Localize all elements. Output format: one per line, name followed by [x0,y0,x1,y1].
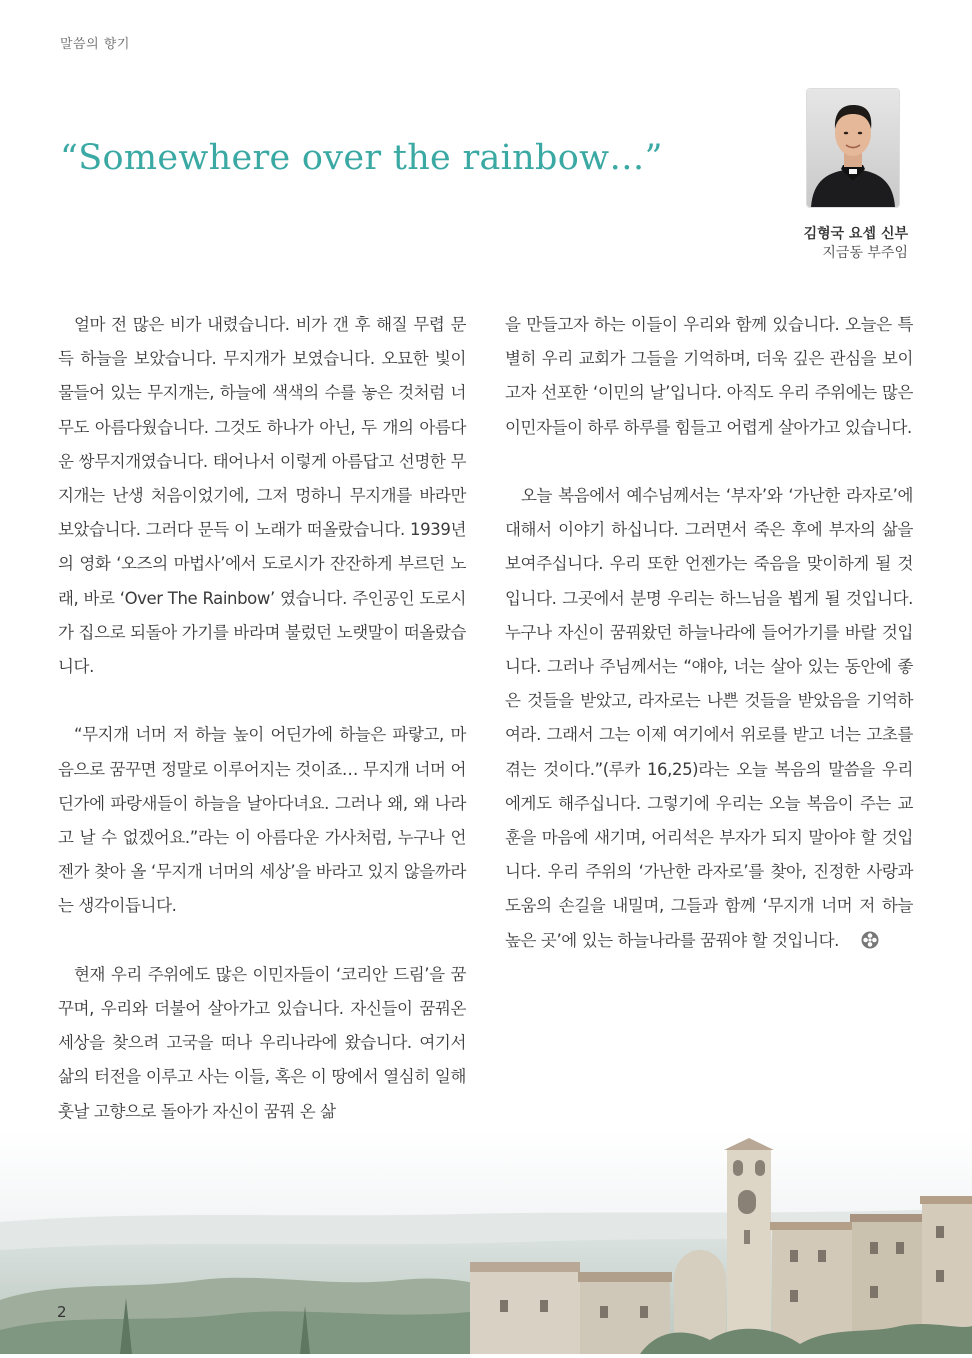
paragraph-text: 오늘 복음에서 예수님께서는 ‘부자’와 ‘가난한 라자로’에 대해서 이야기 하십니다. 그러면서 죽은 후에 부자의 삶을 보여주십니다. 우리 또한 언젠가는 죽음을 맞이하게 될 것입니다. 그곳에서 분명 우리는 하느님을 뵙게 될 것입니다. 누구나 자신이 꿈꿔왔던 하늘나라에 들어가기를 바랄 것입니다. 그러나 주님께서는 “얘야, 너는 살아 있는 동안에 좋은 것들을 받았고, 라자로는 나쁜 것들을 받았음을 기억하여라. 그래서 그는 이제 여기에서 위로를 받고 너는 고초를 겪는 것이다.”(루카 16,25)라는 오늘 복음의 말씀을 우리에게도 해주십니다. 그렇기에 우리는 오늘 복음이 주는 교훈을 마음에 새기며, 어리석은 부자가 되지 말아야 할 것입니다. 우리 주위의 ‘가난한 라자로’를 찾아, 진정한 사랑과 도움의 손길을 내밀며, 그들과 함께 ‘무지개 너머 저 하늘 높은 곳’에 있는 하늘나라를 꿈꿔야 할 것입니다. [505,486,913,950]
paragraph-last [505,479,913,958]
paragraph: 얼마 전 많은 비가 내렸습니다. 비가 갠 후 해질 무렵 문득 하늘을 보았습니다. 무지개가 보였습니다. 오묘한 빛이 물들어 있는 무지개는, 하늘에 색색의 수를 놓은 것처럼 너무도 아름다웠습니다. 그것도 하나가 아닌, 두 개의 아름다운 쌍무지개였습니다. 태어나서 이렇게 아름답고 선명한 무지개는 난생 처음이었기에, 그저 멍하니 무지개를 바라만 보았습니다. 그러다 문득 이 노래가 떠올랐습니다. 1939년의 영화 ‘오즈의 마법사’에서 도로시가 잔잔하게 부르던 노래, 바로 ‘Over The Rainbow’ 였습니다. 주인공인 도로시가 집으로 되돌아 가기를 바라며 불렀던 노랫말이 떠올랐습니다. [58,315,466,677]
paragraph: 현재 우리 주위에도 많은 이민자들이 ‘코리안 드림’을 꿈꾸며, 우리와 더불어 살아가고 있습니다. 자신들이 꿈꿔온 세상을 찾으려 고국을 떠나 우리나라에 왔습니다. 여기서 삶의 터전을 이루고 사는 이들, 혹은 이 땅에서 열심히 일해 훗날 고향으로 돌아가 자신이 꿈꿔 온 삶 [58,964,466,1121]
author-photo [807,89,899,207]
hilltown-landscape [0,1130,972,1354]
page-number: 2 [57,1303,67,1321]
author-name: 김형국 요셉 신부 [803,226,908,242]
paragraph: “무지개 너머 저 하늘 높이 어딘가에 하늘은 파랗고, 마음으로 꿈꾸면 정말로 이루어지는 것이죠… 무지개 너머 어딘가에 파랑새들이 하늘을 날아다녀요. 그러나 왜, 왜 나라고 날 수 없겠어요.”라는 이 아름다운 가사처럼, 누구나 언젠가 찾아 올 ‘무지개 너머의 세상’을 바라고 있지 않을까라는 생각이듭니다. [58,725,466,916]
article-column-left [58,308,466,1129]
section-label: 말씀의 향기 [60,37,130,52]
priest-portrait-icon [807,89,899,207]
article-column-right [505,308,913,958]
flower-ornament-icon [845,927,863,945]
paragraph: 을 만들고자 하는 이들이 우리와 함께 있습니다. 오늘은 특별히 우리 교회가 그들을 기억하며, 더욱 깊은 관심을 보이고자 선포한 ‘이민의 날’입니다. 아직도 우리 주위에는 많은 이민자들이 하루 하루를 힘들고 어렵게 살아가고 있습니다. [505,315,913,437]
author-role: 지금동 부주임 [822,245,908,261]
article-title: “Somewhere over the rainbow…” [60,138,663,178]
